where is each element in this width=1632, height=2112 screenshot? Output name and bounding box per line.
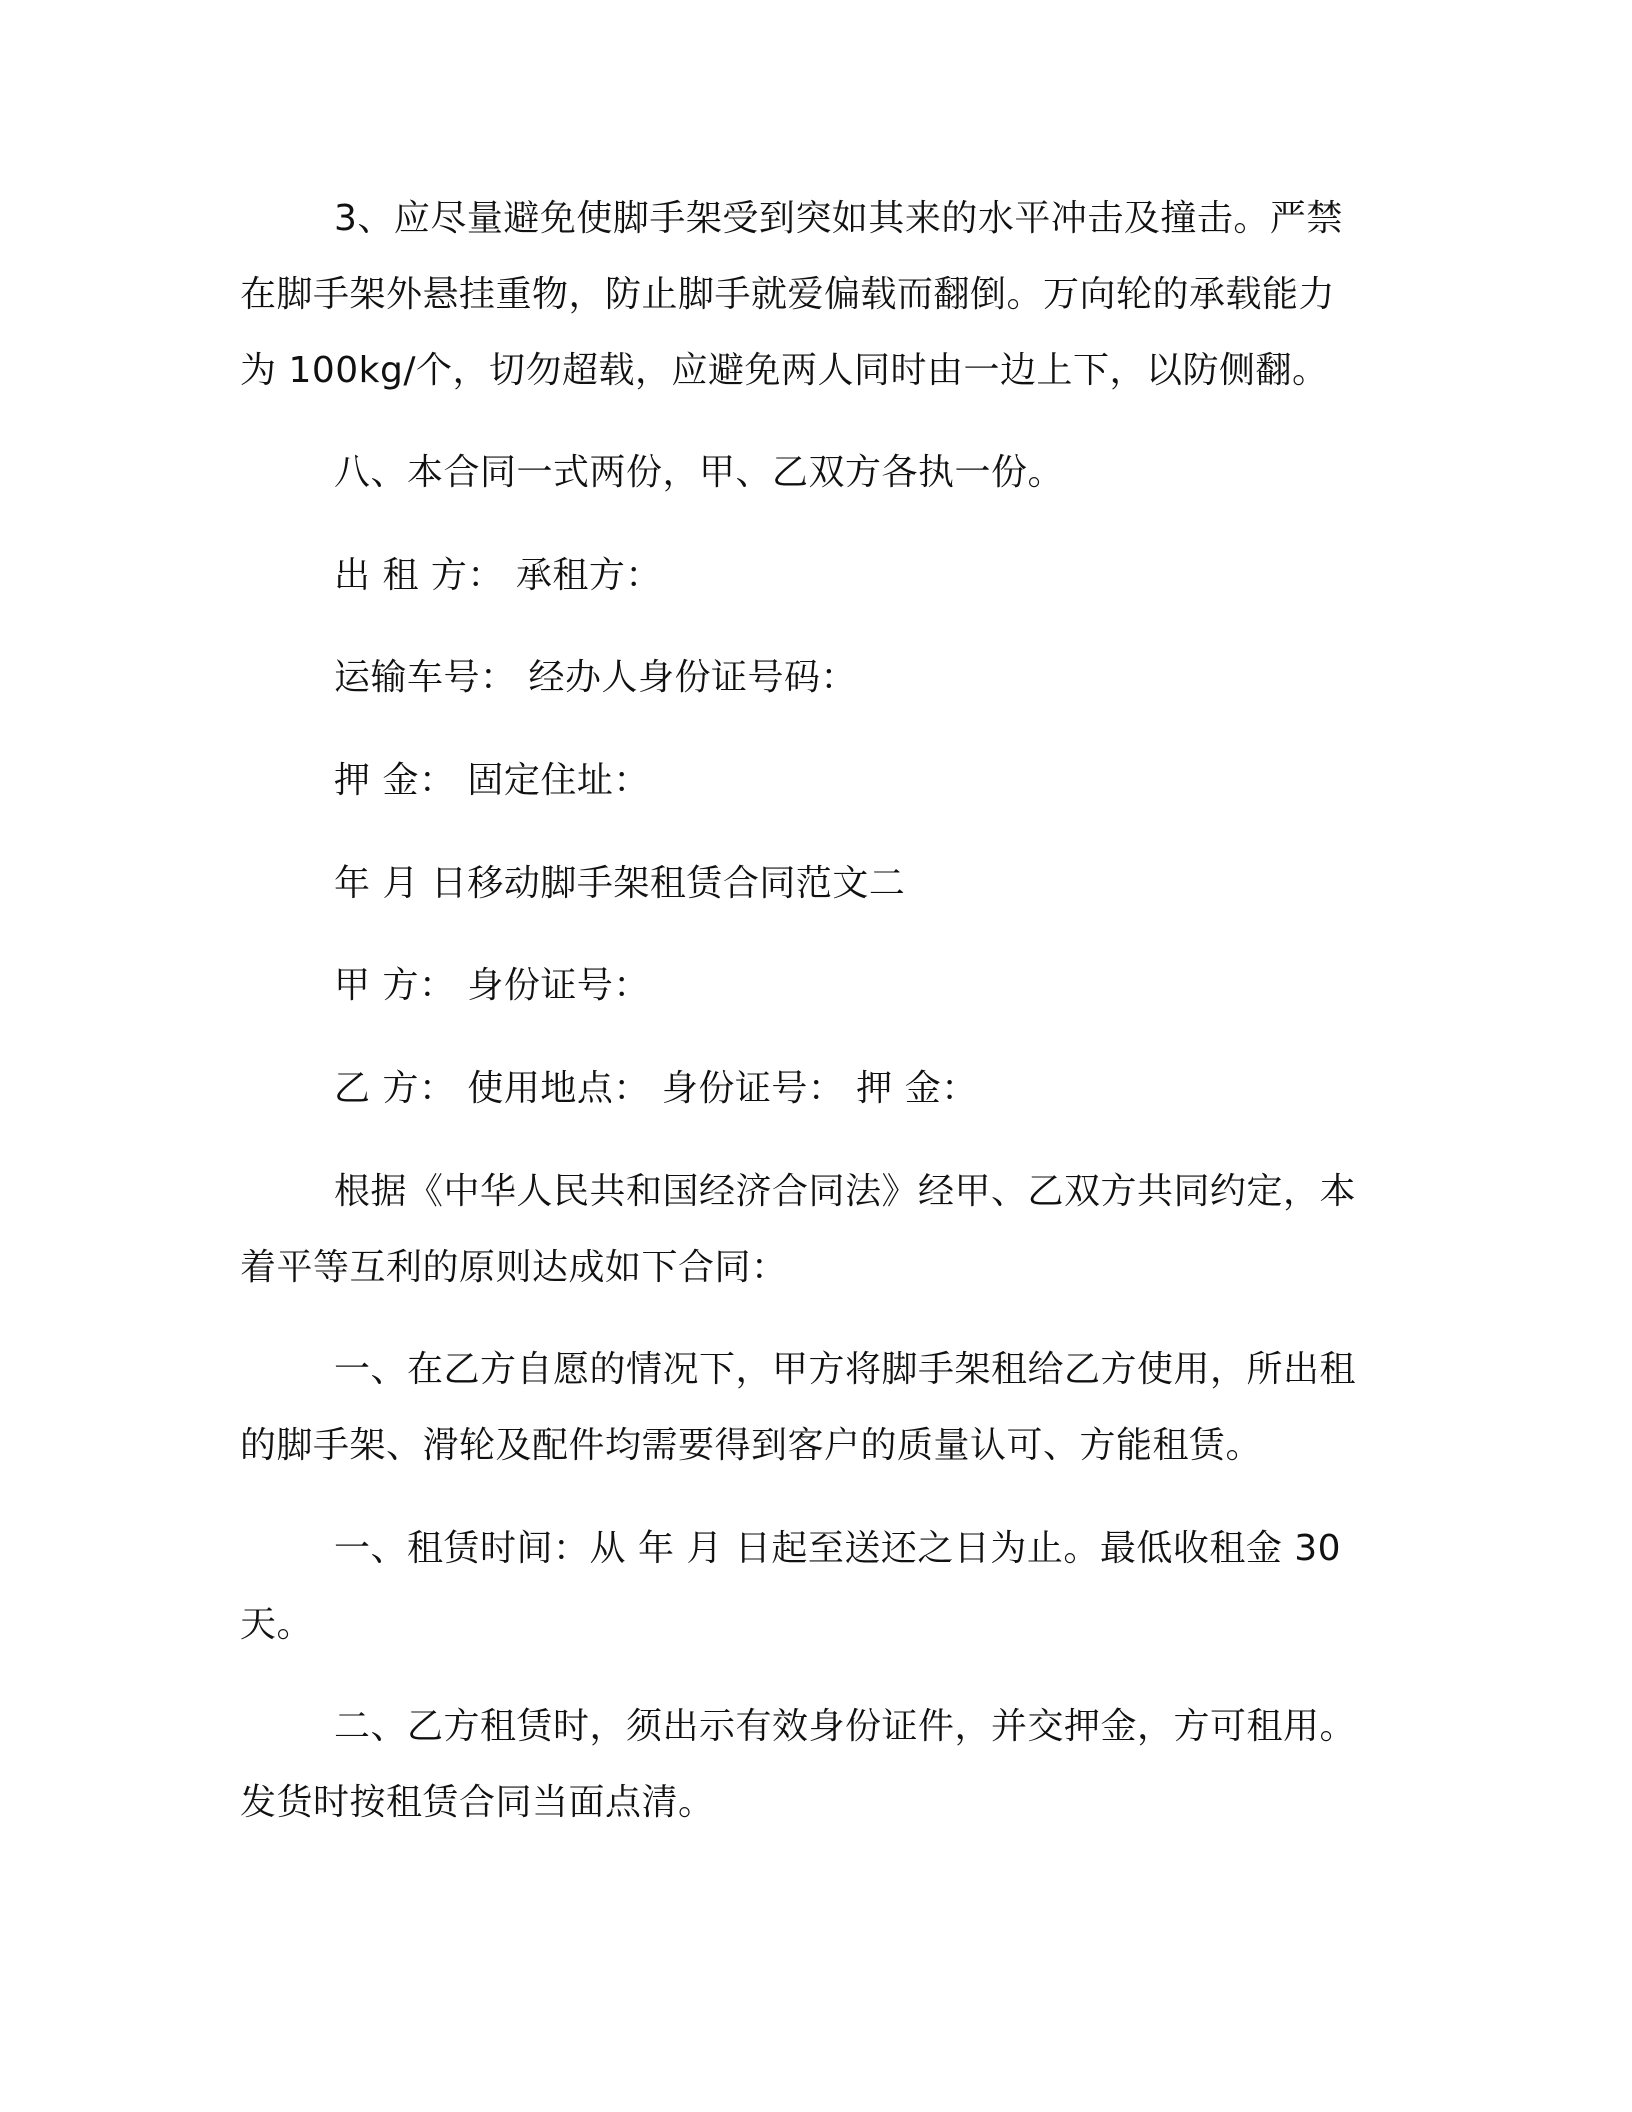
paragraph-line: 八、本合同一式两份，甲、乙双方各执一份。	[334, 452, 1065, 493]
signature-field-line: 运输车号： 经办人身份证号码：	[334, 657, 857, 698]
paragraph-line: 根据《中华人民共和国经济合同法》经甲、乙双方共同约定，本	[334, 1171, 1357, 1212]
section-title-line: 年 月 日移动脚手架租赁合同范文二	[334, 863, 906, 904]
paragraph-line: 在脚手架外悬挂重物，防止脚手就爱偏载而翻倒。万向轮的承载能力	[240, 274, 1336, 315]
party-field-line: 甲 方： 身份证号：	[334, 965, 650, 1006]
paragraph-line: 二、乙方租赁时，须出示有效身份证件，并交押金，方可租用。	[334, 1706, 1357, 1747]
paragraph-line: 天。	[240, 1604, 314, 1645]
paragraph-line: 一、在乙方自愿的情况下，甲方将脚手架租给乙方使用，所出租	[334, 1349, 1357, 1390]
paragraph-line: 为 100kg/个，切勿超载，应避免两人同时由一边上下，以防侧翻。	[240, 350, 1329, 391]
paragraph-line: 发货时按租赁合同当面点清。	[240, 1782, 715, 1823]
party-field-line: 乙 方： 使用地点： 身份证号： 押 金：	[334, 1068, 978, 1109]
paragraph-line: 的脚手架、滑轮及配件均需要得到客户的质量认可、方能租赁。	[240, 1425, 1263, 1466]
paragraph-line: 3、应尽量避免使脚手架受到突如其来的水平冲击及撞击。严禁	[334, 198, 1343, 239]
signature-field-line: 押 金： 固定住址：	[334, 760, 650, 801]
paragraph-line: 着平等互利的原则达成如下合同：	[240, 1247, 788, 1288]
signature-field-line: 出 租 方： 承租方：	[334, 555, 662, 596]
paragraph-line: 一、租赁时间：从 年 月 日起至送还之日为止。最低收租金 30	[334, 1528, 1342, 1569]
